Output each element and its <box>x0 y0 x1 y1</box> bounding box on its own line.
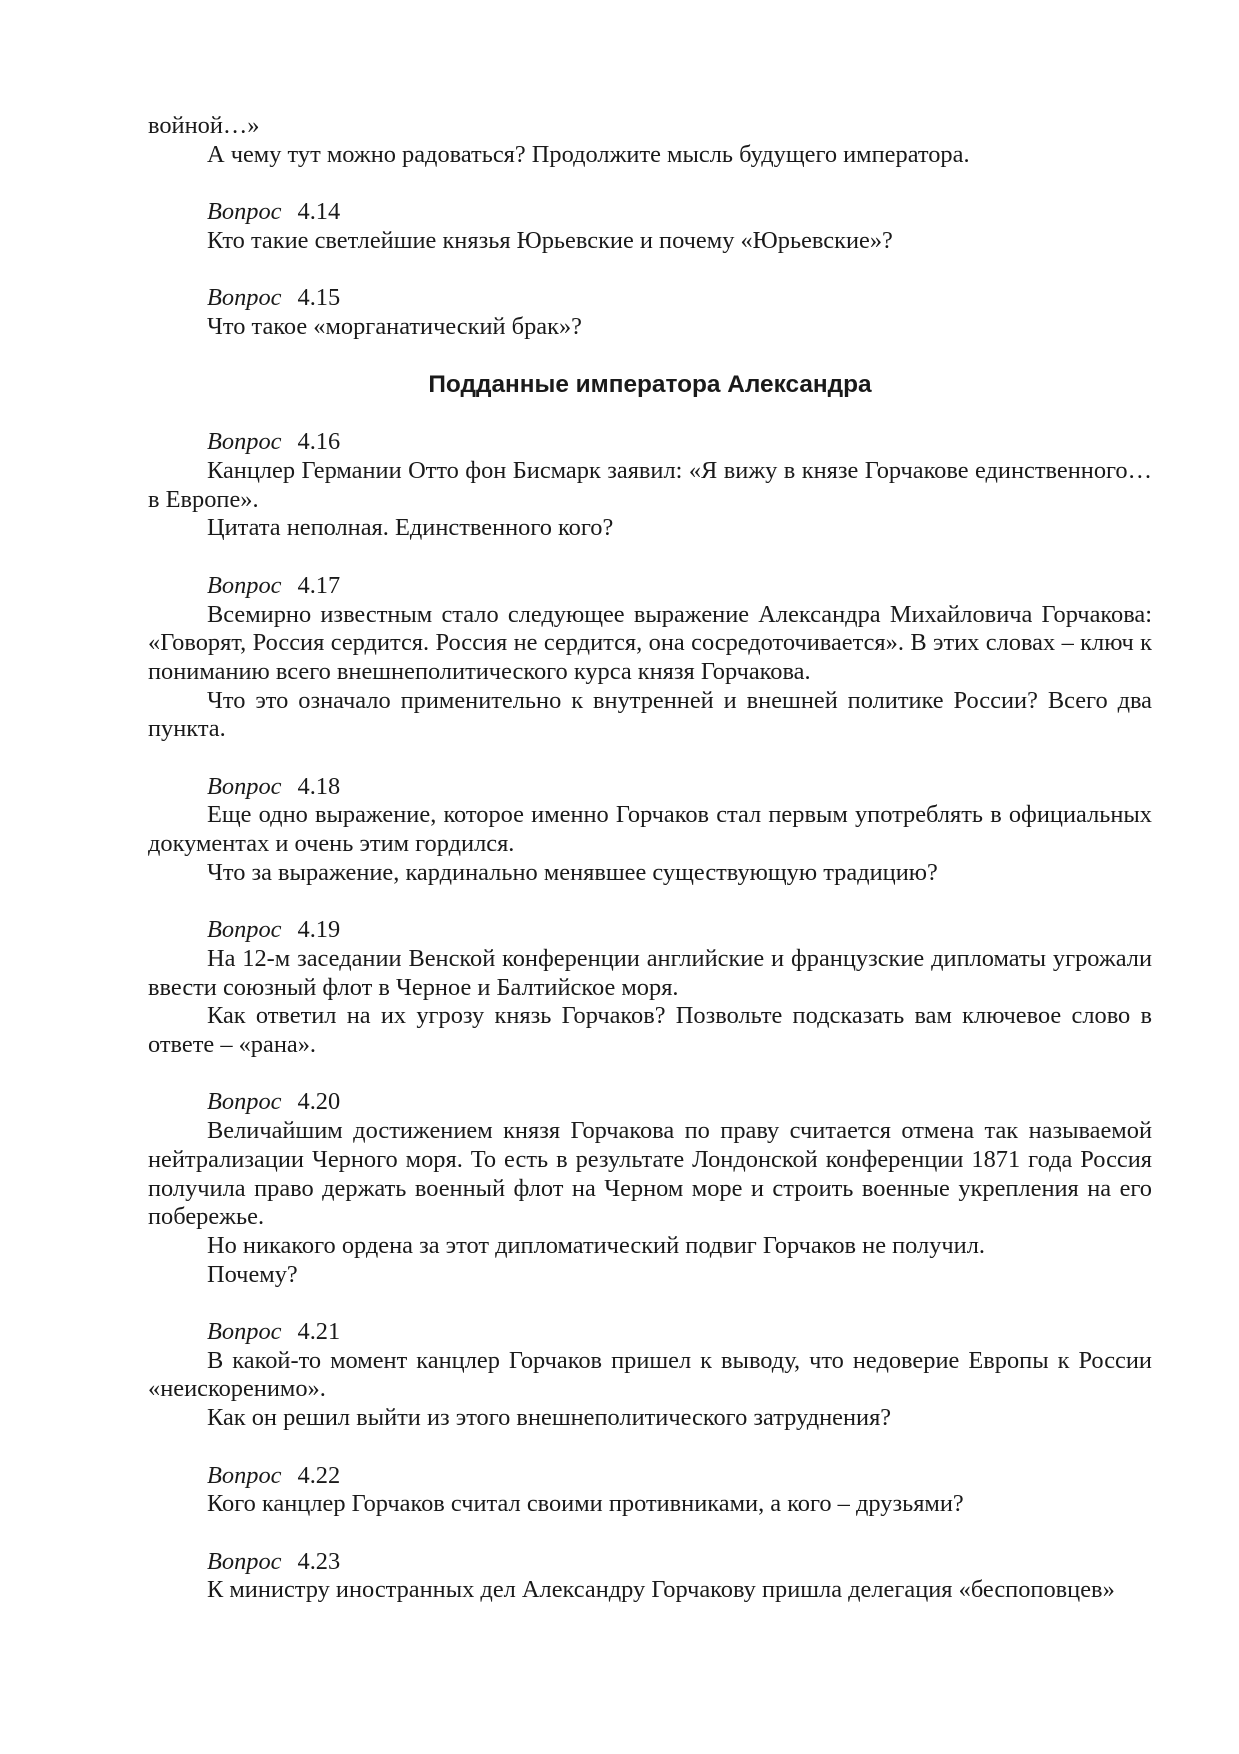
question-number: 4.22 <box>297 1461 341 1489</box>
question-number: 4.21 <box>297 1318 341 1346</box>
question-paragraph: Что это означало применительно к внутренней и внешней политике России? Всего два пункта. <box>148 686 1152 743</box>
question-label: Вопрос <box>207 1547 282 1575</box>
question-text: Кого канцлер Горчаков считал своими противниками, а кого – друзьями? <box>207 1490 964 1518</box>
question-number: 4.19 <box>297 916 341 944</box>
question-paragraph: Почему? <box>207 1260 298 1288</box>
question-number: 4.14 <box>297 198 341 226</box>
continuation-text: войной…» <box>148 112 260 139</box>
question-label: Вопрос <box>207 916 282 944</box>
question-label: Вопрос <box>207 772 282 800</box>
question-paragraph: Но никакого ордена за этот дипломатический подвиг Горчаков не получил. <box>207 1231 985 1259</box>
question-paragraph: Как он решил выйти из этого внешнеполитического затруднения? <box>207 1404 892 1432</box>
question-heading-4-18 <box>148 773 1152 802</box>
question-heading-4-16 <box>148 428 1152 457</box>
document-page <box>148 112 1152 1605</box>
question-label: Вопрос <box>207 428 282 456</box>
question-number: 4.20 <box>297 1088 341 1116</box>
question-heading-4-15 <box>148 284 1152 313</box>
question-label: Вопрос <box>207 1318 282 1346</box>
question-label: Вопрос <box>207 1461 282 1489</box>
question-heading-4-14 <box>148 198 1152 227</box>
question-heading-4-21 <box>148 1318 1152 1347</box>
question-paragraph: Как ответил на их угрозу князь Горчаков? Позвольте подсказать вам ключевое слово в ответе – «рана». <box>148 1002 1152 1059</box>
question-paragraph: Что за выражение, кардинально менявшее существующую традицию? <box>207 858 938 886</box>
question-text: А чему тут можно радоваться? Продолжите мысль будущего императора. <box>207 140 970 168</box>
question-label: Вопрос <box>207 571 282 599</box>
question-text: Кто такие светлейшие князья Юрьевские и почему «Юрьевские»? <box>207 226 893 254</box>
question-text: К министру иностранных дел Александру Горчакову пришла делегация «беспоповцев» <box>207 1576 1115 1604</box>
question-text: Что такое «морганатический брак»? <box>207 312 582 340</box>
question-number: 4.15 <box>297 284 341 312</box>
question-paragraph: В какой-то момент канцлер Горчаков пришел к выводу, что недоверие Европы к России «неискоренимо». <box>148 1346 1152 1403</box>
question-number: 4.16 <box>297 428 341 456</box>
question-label: Вопрос <box>207 284 282 312</box>
question-label: Вопрос <box>207 1088 282 1116</box>
question-paragraph: Величайшим достижением князя Горчакова по праву считается отмена так называемой нейтрализации Черного моря. То есть в результате Лондонской конференции 1871 года Россия получила право держать военный флот на Черном море и строить военные укрепления на его побережье. <box>148 1117 1152 1231</box>
question-heading-4-19 <box>148 916 1152 945</box>
question-number: 4.17 <box>297 571 341 599</box>
question-number: 4.18 <box>297 772 341 800</box>
question-heading-4-17 <box>148 572 1152 601</box>
question-paragraph: Всемирно известным стало следующее выражение Александра Михайловича Горчакова: «Говорят, Россия сердится. Россия не сердится, она сосредоточивается». В этих словах – ключ к пониманию всего внешнеполитического курса князя Горчакова. <box>148 600 1152 685</box>
question-number: 4.23 <box>297 1547 341 1575</box>
question-paragraph: Канцлер Германии Отто фон Бисмарк заявил: «Я вижу в князе Горчакове единственного… в Европе». <box>148 457 1152 513</box>
question-heading-4-23 <box>148 1548 1152 1577</box>
question-paragraph: На 12-м заседании Венской конференции английские и французские дипломаты угрожали ввести союзный флот в Черное и Балтийское моря. <box>148 944 1152 1001</box>
question-label: Вопрос <box>207 198 282 226</box>
section-title: Подданные императора Александра <box>428 370 872 398</box>
question-heading-4-20 <box>148 1088 1152 1117</box>
question-paragraph: Цитата неполная. Единственного кого? <box>207 514 614 542</box>
question-heading-4-22 <box>148 1462 1152 1491</box>
question-paragraph: Еще одно выражение, которое именно Горчаков стал первым употреблять в официальных документах и очень этим гордился. <box>148 801 1152 858</box>
